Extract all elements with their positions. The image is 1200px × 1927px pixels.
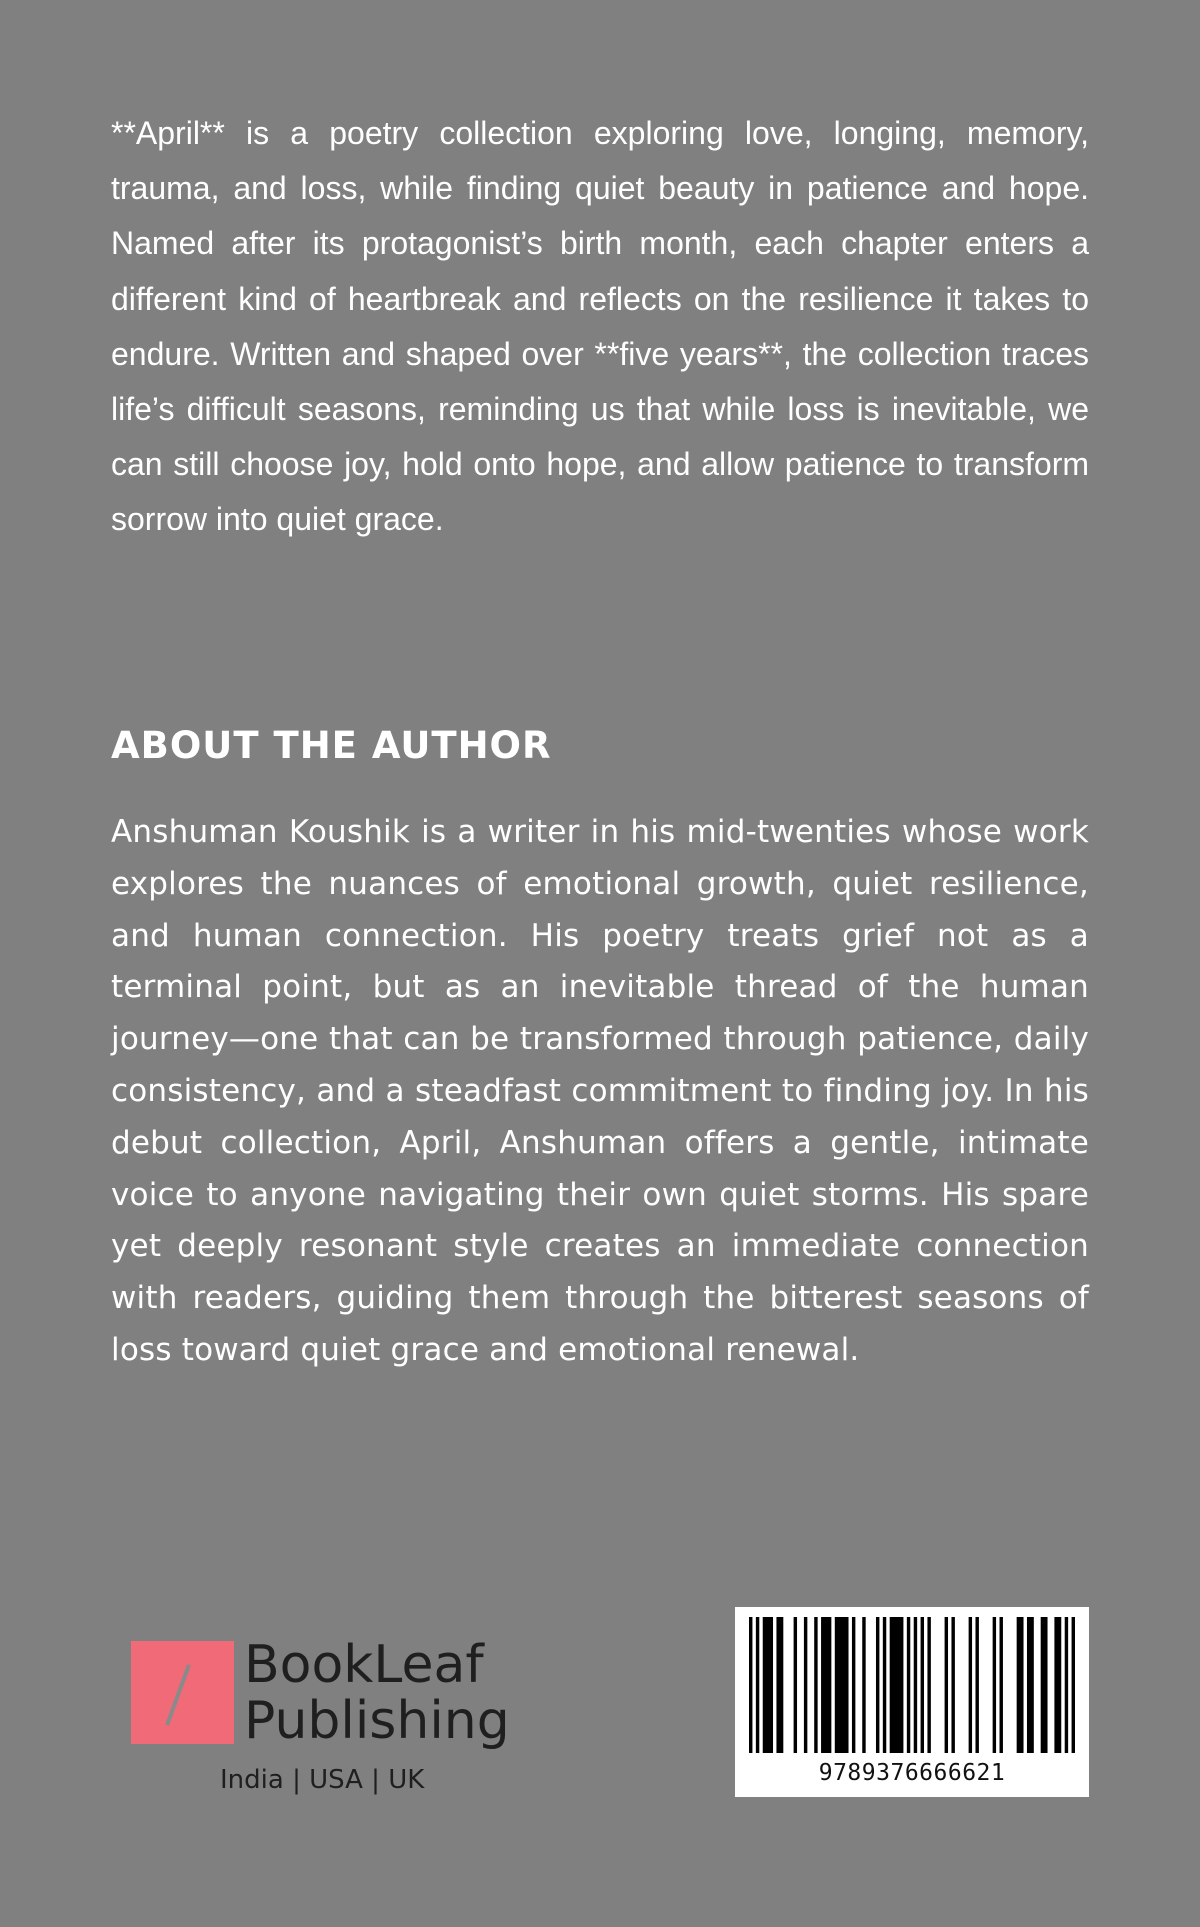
barcode-bar bbox=[852, 1617, 855, 1753]
barcode-bar bbox=[821, 1617, 831, 1753]
barcode-bar bbox=[927, 1617, 930, 1753]
barcode-bar bbox=[1041, 1617, 1048, 1753]
barcode-bar bbox=[1000, 1617, 1003, 1753]
barcode-bar bbox=[1054, 1617, 1061, 1753]
publisher-logo bbox=[131, 1637, 511, 1797]
barcode-bar bbox=[890, 1617, 904, 1753]
about-author-heading: ABOUT THE AUTHOR bbox=[111, 724, 552, 767]
barcode-bar bbox=[921, 1617, 924, 1753]
barcode-bar bbox=[794, 1617, 797, 1753]
publisher-name-line2: Publishing bbox=[244, 1691, 510, 1751]
barcode-bar bbox=[1072, 1617, 1075, 1753]
barcode-bar bbox=[969, 1617, 972, 1753]
book-blurb: **April** is a poetry collection exploring love, longing, memory, trauma, and loss, while finding quiet beauty in patience and hope. Named after its protagonist’s birth month, each chapter enters a different kind of heartbreak and reflects on the resilience it takes to endure. Written and shaped over **five years**, the collection traces life’s difficult seasons, reminding us that while loss is inevitable, we can still choose joy, hold onto hope, and allow patience to transform sorrow into quiet grace. bbox=[111, 115, 1089, 538]
barcode-bar bbox=[876, 1617, 879, 1753]
publisher-regions: India | USA | UK bbox=[220, 1765, 425, 1795]
barcode-icon bbox=[749, 1617, 1075, 1753]
isbn-number: 9789376666621 bbox=[818, 1760, 1006, 1786]
slash-icon bbox=[165, 1664, 191, 1726]
barcode-bar bbox=[1065, 1617, 1068, 1753]
publisher-name-line1: BookLeaf bbox=[244, 1635, 484, 1695]
barcode-bar bbox=[1017, 1617, 1024, 1753]
barcode-bar bbox=[914, 1617, 917, 1753]
barcode-bar bbox=[951, 1617, 954, 1753]
publisher-logo-mark bbox=[131, 1641, 234, 1744]
barcode-bar bbox=[749, 1617, 752, 1753]
publisher-name bbox=[244, 1637, 510, 1749]
barcode-bar bbox=[756, 1617, 759, 1753]
barcode-bar bbox=[945, 1617, 948, 1753]
barcode-bar bbox=[804, 1617, 807, 1753]
barcode-bar bbox=[835, 1617, 849, 1753]
barcode-bar bbox=[776, 1617, 783, 1753]
about-author-text: Anshuman Koushik is a writer in his mid-twenties whose work explores the nuances of emotional growth, quiet resilience, and human connection. His poetry treats grief not as a terminal point, but as an inevitable thread of the human journey—one that can be transformed through patience, daily consistency, and a steadfast commitment to finding joy. In his debut collection, April, Anshuman offers a gentle, intimate voice to anyone navigating their own quiet storms. His spare yet deeply resonant style creates an immediate connection with readers, guiding them through the bitterest seasons of loss toward quiet grace and emotional renewal. bbox=[111, 814, 1089, 1368]
barcode-bar bbox=[883, 1617, 886, 1753]
barcode-bar bbox=[975, 1617, 978, 1753]
barcode-bar bbox=[763, 1617, 773, 1753]
isbn-barcode bbox=[735, 1607, 1089, 1797]
barcode-bar bbox=[814, 1617, 817, 1753]
barcode-bar bbox=[907, 1617, 910, 1753]
barcode-bar bbox=[862, 1617, 865, 1753]
barcode-bar bbox=[1027, 1617, 1034, 1753]
barcode-bar bbox=[993, 1617, 996, 1753]
